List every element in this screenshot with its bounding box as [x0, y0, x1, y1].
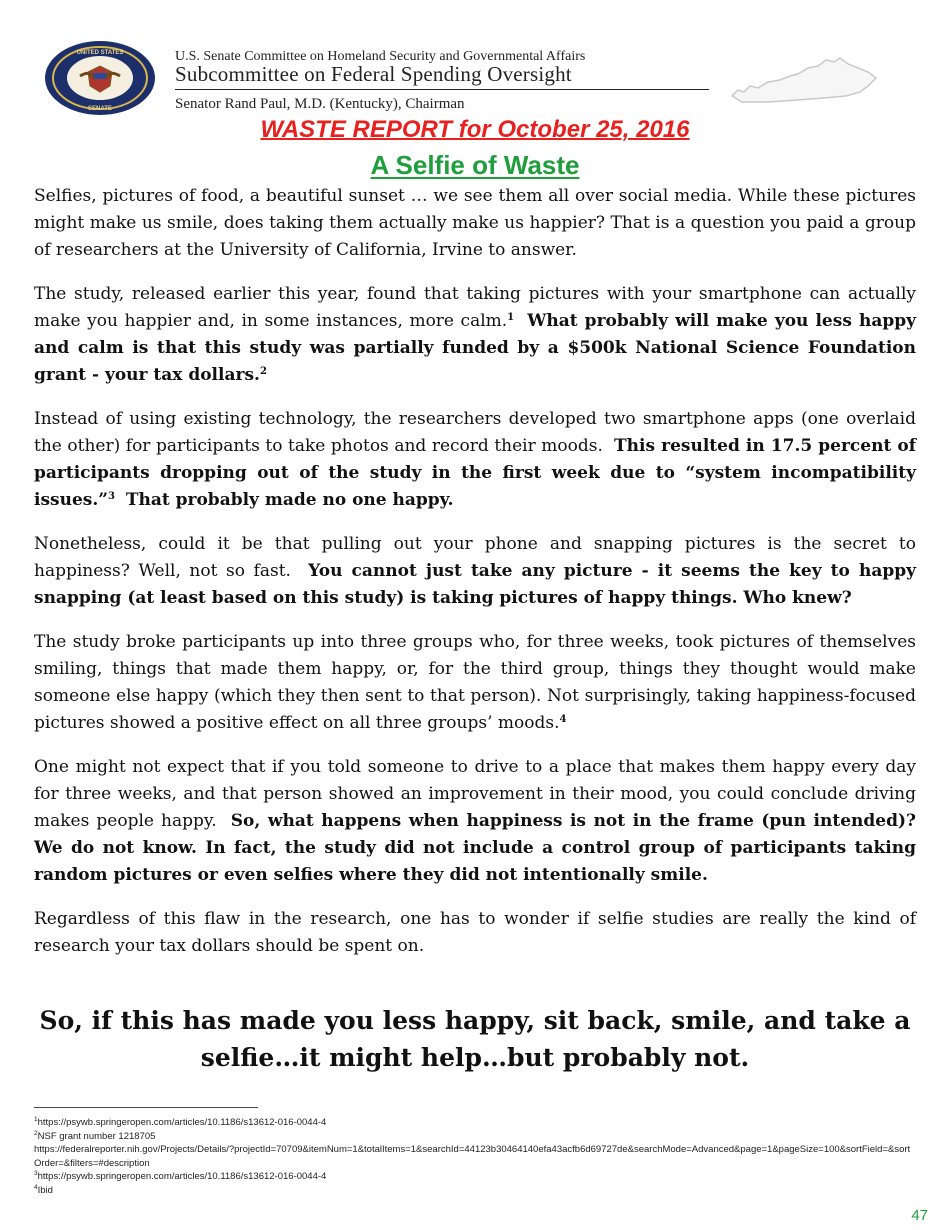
kentucky-map-icon — [728, 52, 880, 104]
footnote-item: https://federalreporter.nih.gov/Projects/Details/?projectId=70709&itemNum=1&totalItems=1&searchId=44123b30464140efa43acfb6d69727de&searchMode=Advanced&page=1&pageSize=100&sortField=&sortOrder=&filters=#description — [34, 1144, 911, 1169]
footnote-ref-1: 1 — [507, 312, 515, 323]
paragraph-4: Nonetheless, could it be that pulling out your phone and snapping pictures is the secret to happiness? Well, not so fast. You cannot just take any picture - it seems the key to happy snapping (at least based on this study) is taking pictures of happy things. Who knew? — [34, 534, 916, 608]
paragraph-3: Instead of using existing technology, the researchers developed two smartphone apps (one overlaid the other) for participants to take photos and record their moods. This resulted in 17.5 percent of participants dropping out of the study in the first week due to “system incompatibility issues.”$^3$ That probably made no one happy. — [34, 409, 917, 510]
report-title: WASTE REPORT for October 25, 2016 — [260, 116, 690, 143]
footnote-ref-2: 2 — [259, 366, 267, 377]
seal-text-top: UNITED STATES — [76, 50, 124, 56]
footnote-ref-4: 4 — [559, 714, 567, 725]
footnote-item: $^4$Ibid — [34, 1183, 53, 1196]
footnote-divider — [34, 1107, 258, 1108]
paragraph-7: Regardless of this flaw in the research, one has to wonder if selfie studies are really the kind of research your tax dollars should be spent on. — [34, 909, 916, 956]
footnote-item: $^2$NSF grant number 1218705 — [34, 1129, 156, 1142]
paragraph-1: Selfies, pictures of food, a beautiful sunset … we see them all over social media. While these pictures might make us smile, does taking them actually make us happier? That is a question you paid a group of researchers at the University of California, Irvine to answer. — [34, 186, 916, 260]
footnotes — [34, 1116, 916, 1197]
header-divider — [175, 89, 709, 90]
paragraph-6: One might not expect that if you told someone to drive to a place that makes them happy every day for three weeks, and that person showed an improvement in their mood, you could conclude driving makes people happy. So, what happens when happiness is not in the frame (pun intended)? We do not know. In fact, the study did not include a control group of participants taking random pictures or even selfies where they did not intentionally smile. — [34, 757, 916, 885]
paragraph-5: The study broke participants up into three groups who, for three weeks, took pictures of themselves smiling, things that made them happy, or, for the third group, things they thought would make someone else happy (which they then sent to that person). Not surprisingly, taking happiness-focused pictures showed a positive effect on all three groups’ moods.$^4$ — [34, 632, 916, 733]
footnote-item: $^1$https://psywb.springeropen.com/articles/10.1186/s13612-016-0044-4 — [34, 1116, 327, 1128]
seal-text-bottom: SENATE — [88, 106, 112, 112]
senate-seal-icon — [44, 40, 156, 116]
subcommittee-name: Subcommittee on Federal Spending Oversight — [175, 62, 572, 86]
page-number: 47 — [911, 1207, 928, 1224]
footnote-item: $^3$https://psywb.springeropen.com/articles/10.1186/s13612-016-0044-4 — [34, 1170, 327, 1182]
report-body — [34, 183, 916, 977]
chairman-name: Senator Rand Paul, M.D. (Kentucky), Chairman — [175, 96, 465, 112]
committee-name: U.S. Senate Committee on Homeland Security and Governmental Affairs — [175, 49, 586, 64]
footnote-ref-3: 3 — [108, 491, 116, 502]
report-subtitle: A Selfie of Waste — [370, 150, 580, 180]
closing-statement: So, if this has made you less happy, sit back, smile, and take a selfie…it might help…but probably not. — [39, 1006, 911, 1072]
paragraph-2: The study, released earlier this year, found that taking pictures with your smartphone can actually make you happier and, in some instances, more calm.$^1$ What probably will make you less happy and calm is that this study was partially funded by a $500k National Science Foundation grant - your tax dollars.$^2$ — [34, 284, 916, 385]
